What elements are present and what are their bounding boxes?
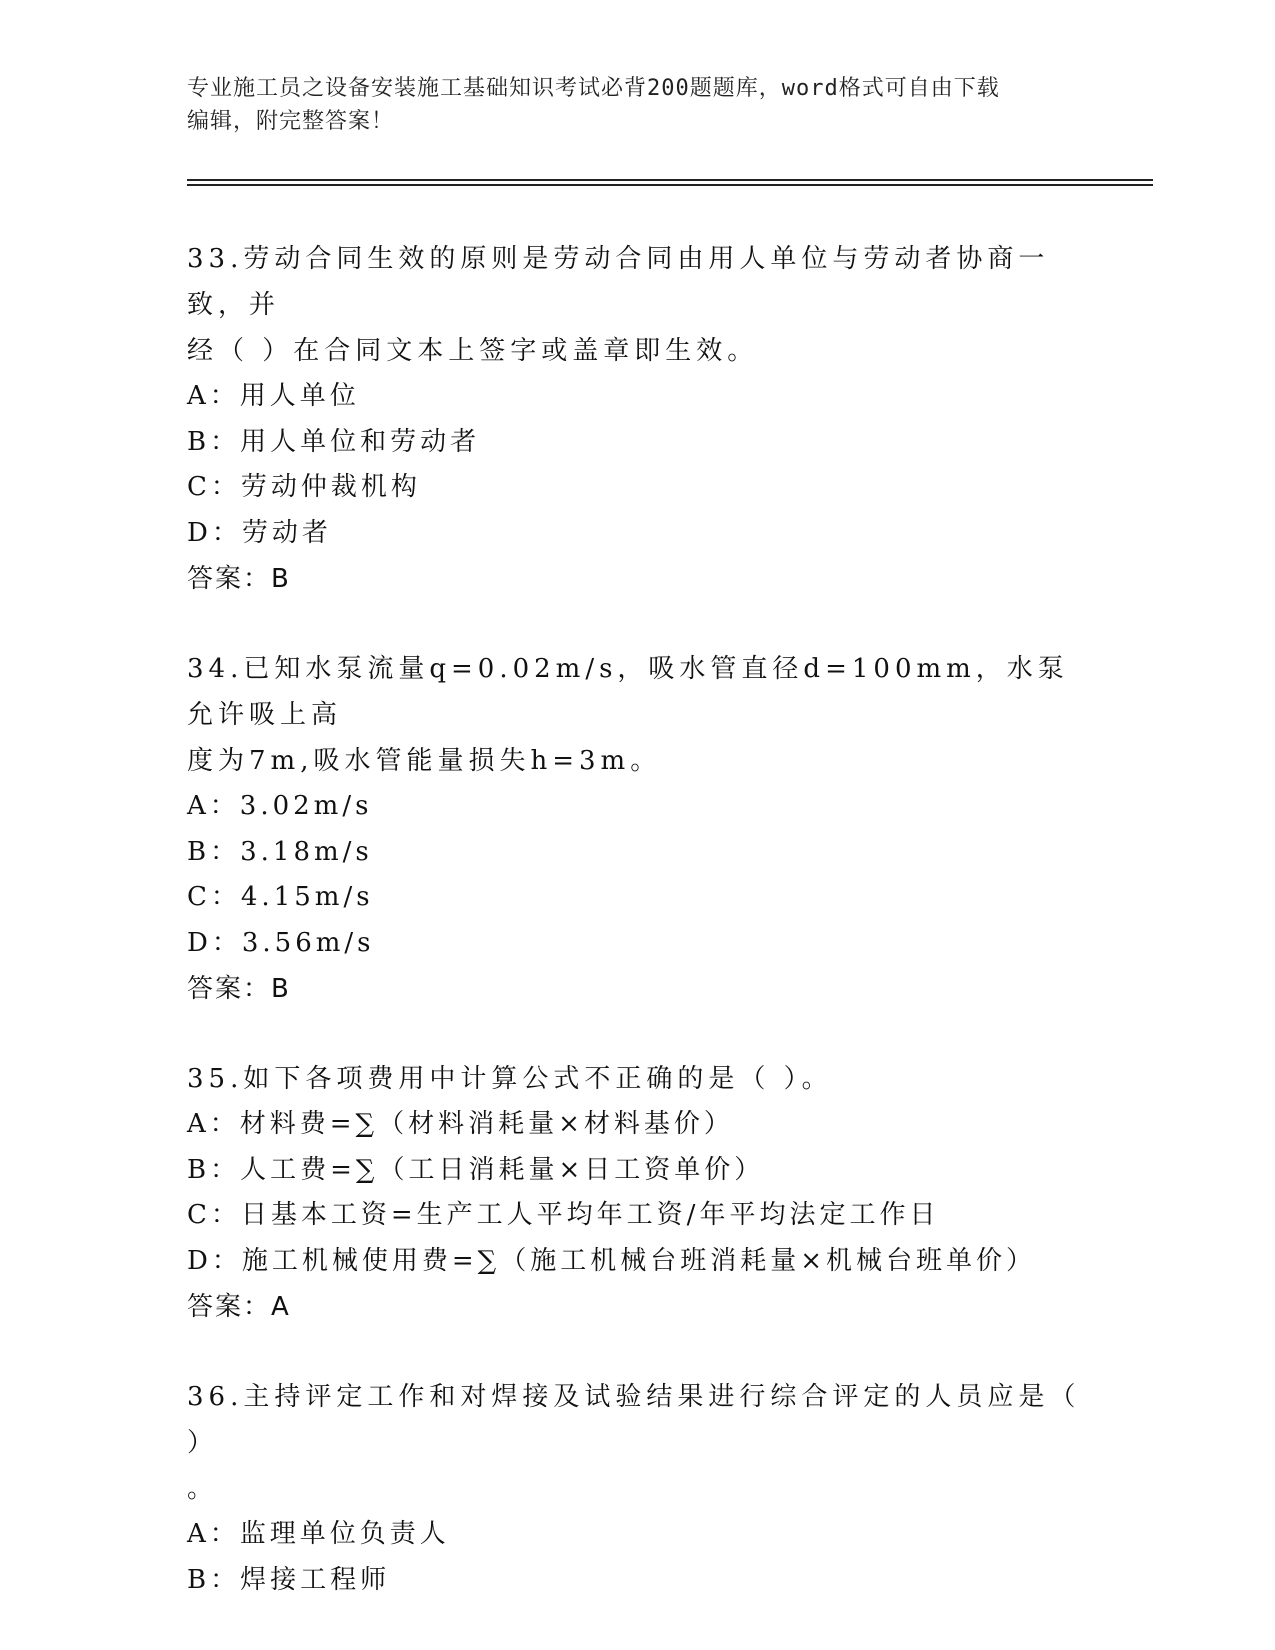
header-title-line-1: 专业施工员之设备安装施工基础知识考试必背200题题库，word格式可自由下载	[187, 76, 1000, 101]
option-a: A：材料费=∑（材料消耗量×材料基价）	[187, 1109, 734, 1139]
option-d: D：施工机械使用费=∑（施工机械台班消耗量×机械台班单价）	[187, 1245, 1036, 1276]
question-33	[187, 236, 1087, 602]
question-stem-continued: 度为7m,吸水管能量损失h=3m。	[187, 746, 662, 776]
question-stem-continued: 。	[187, 1474, 219, 1504]
option-c: C：劳动仲裁机构	[187, 472, 421, 502]
option-a: A：监理单位负责人	[187, 1519, 450, 1549]
option-d: D：劳动者	[187, 517, 332, 548]
question-stem: 33.劳动合同生效的原则是劳动合同由用人单位与劳动者协商一致，并	[187, 244, 1050, 320]
question-stem-continued: 经（ ）在合同文本上签字或盖章即生效。	[187, 336, 759, 366]
header-title-line-2: 编辑，附完整答案！	[187, 109, 395, 134]
option-c: C：日基本工资=生产工人平均年工资/年平均法定工作日	[187, 1200, 940, 1230]
option-a: A：3.02m/s	[187, 791, 373, 821]
option-d: D：3.56m/s	[187, 927, 375, 958]
question-stem: 34.已知水泵流量q=0.02m/s，吸水管直径d=100mm，水泵允许吸上高	[187, 654, 1069, 730]
option-b: B：用人单位和劳动者	[187, 426, 481, 457]
question-34	[187, 646, 1087, 1012]
option-b: B：人工费=∑（工日消耗量×日工资单价）	[187, 1154, 765, 1185]
question-list	[187, 236, 1087, 1647]
document-header	[187, 72, 1087, 138]
answer-line: 答案：B	[187, 974, 291, 1004]
option-c: C：4.15m/s	[187, 882, 374, 912]
header-divider-top	[187, 179, 1153, 181]
question-stem: 36.主持评定工作和对焊接及试验结果进行综合评定的人员应是（ ）	[187, 1382, 1081, 1458]
question-stem: 35.如下各项费用中计算公式不正确的是（ ）。	[187, 1064, 833, 1094]
question-36	[187, 1374, 1087, 1603]
answer-line: 答案：A	[187, 1292, 291, 1322]
option-b: B：焊接工程师	[187, 1564, 391, 1595]
option-a: A：用人单位	[187, 381, 360, 411]
answer-line: 答案：B	[187, 564, 291, 594]
option-b: B：3.18m/s	[187, 836, 373, 867]
question-35	[187, 1056, 1087, 1330]
header-divider-bottom	[187, 184, 1153, 186]
